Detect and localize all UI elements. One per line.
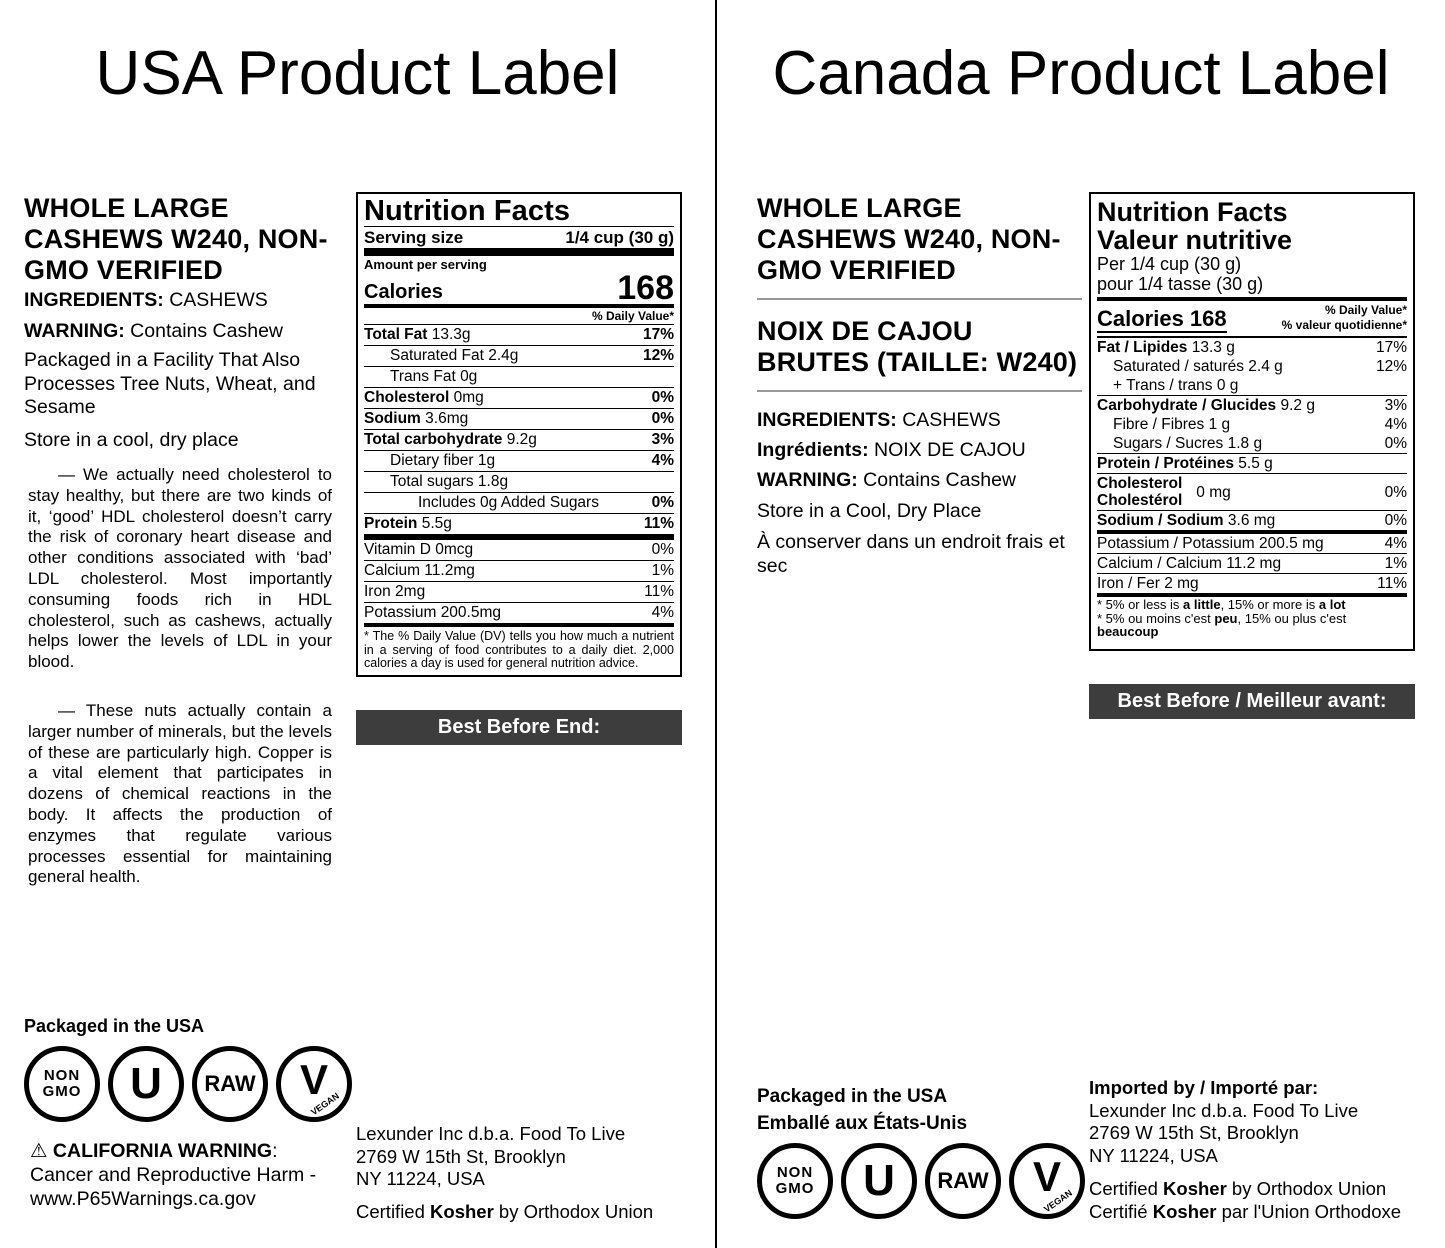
nutrient-row: Cholesterol 0mg 0% [364,389,674,406]
nutrient-row: Fat / Lipides 13.3 g 17% [1097,336,1407,357]
nutrient-row: Dietary fiber 1g 4% [364,450,674,471]
canada-storage-en: Store in a Cool, Dry Place [757,500,982,522]
canada-importer: Imported by / Importé par: Lexunder Inc d.b.a. Food To Live 2769 W 15th St, Brooklyn NY 11224, USA [1089,1077,1359,1166]
nutrient-row: Protein 5.5g 11% [364,515,674,532]
canada-heading: Canada Product Label [772,39,1390,108]
usa-heading: USA Product Label [95,39,620,108]
nutrient-row: Vitamin D 0mcg 0% [364,534,674,560]
canada-product-name-en: WHOLE LARGE CASHEWS W240, NON- GMO VERIFIED [757,193,1061,285]
nutrient-row: Calcium 11.2mg 1% [364,562,674,579]
nutrient-row: Total sugars 1.8g [364,471,674,492]
canada-separator-2 [757,390,1082,392]
calories-block: Amount per serving Calories 168 [364,248,674,304]
canada-calories-row: Calories 168 % Daily Value* % valeur quotidienne* [1097,297,1407,336]
warning-triangle-icon: ⚠ [30,1140,48,1162]
canada-separator-1 [757,298,1082,300]
nutrient-row: Trans Fat 0g [364,366,674,387]
kosher-u-icon: U [108,1046,184,1122]
usa-ingredients: INGREDIENTS: CASHEWS [24,289,268,311]
vegan-icon: V VEGAN [276,1046,352,1122]
usa-warning: WARNING: Contains Cashew [24,320,284,342]
usa-product-name: WHOLE LARGE CASHEWS W240, NON- GMO VERIFIED [24,193,328,285]
usa-packaged-in: Packaged in the USA [24,1016,205,1036]
usa-address: Lexunder Inc d.b.a. Food To Live 2769 W 15th St, Brooklyn NY 11224, USA [356,1123,626,1189]
nutrient-row: Saturated Fat 2.4g 12% [364,345,674,366]
center-divider [715,0,717,1248]
nutrient-row: Carbohydrate / Glucides 9.2 g 3% [1097,397,1407,414]
calories-value: 168 [617,269,674,307]
canada-nutrition-facts-panel: Nutrition Facts Valeur nutritive Per 1/4 cup (30 g) pour 1/4 tasse (30 g) Calories 168 % Daily Value* % valeur quotidienne* Fat / Lipides 13.3 g 17% Saturated / saturés 2.4 g 12% + Trans / trans 0 g Carbohydrate / Glucides 9.2 g 3% Fibre / Fibres 1 g 4% Sugars / Sucres 1.8 g 0% Protein / Protéines 5.5 g Cholesterol Cholestérol 0 mg 0% Sodium / Sodium 3.6 mg 0% Potassium / Potassium 200.5 mg 4% Calcium / Calcium 11.2 mg 1% Iron / Fer 2 mg 11% * 5% or less is a little, 15% or more is a lot * 5% ou moins c'est peu, 15% ou plus c'est beaucoup [1089,192,1415,651]
usa-paragraph-minerals: — These nuts actually contain a larger number of minerals, but the levels of these are particularly high. Copper is a vital element that participates in dozens of chemical reactions in the body. It affects the production of enzymes that regulate various processes essential for maintaining general health. [28,701,332,887]
nutrition-title-fr: Valeur nutritive [1097,225,1293,255]
non-gmo-icon: NON GMO [24,1046,100,1122]
canada-ingredients: INGREDIENTS: CASHEWS [757,409,1001,431]
usa-kosher-cert: Certified Kosher by Orthodox Union [356,1201,654,1222]
canada-kosher-cert: Certified Kosher by Orthodox Union Certifié Kosher par l'Union Orthodoxe [1089,1178,1402,1222]
nutrient-row: Includes 0g Added Sugars 0% [364,492,674,513]
nutrient-row: Sodium 3.6mg 0% [364,410,674,427]
canada-storage-fr: À conserver dans un endroit frais et sec [757,531,1065,577]
serving-size-row: Serving size 1/4 cup (30 g) [364,228,674,247]
usa-best-before-badge: Best Before End: [356,710,682,745]
nutrient-row: Fibre / Fibres 1 g 4% [1113,416,1407,433]
nutrition-title-en: Nutrition Facts [1097,197,1288,227]
canada-warning: WARNING: Contains Cashew [757,469,1017,491]
nutrient-row: Sugars / Sucres 1.8 g 0% [1113,435,1407,452]
dv-header: % Daily Value* [364,304,674,324]
usa-certification-icons [24,1046,352,1122]
nutrient-row: Cholesterol Cholestérol 0 mg 0% [1097,475,1407,509]
canada-certification-icons [757,1143,1085,1219]
usa-paragraph-cholesterol: — We actually need cholesterol to stay healthy, but there are two kinds of it, ‘good’ HDL cholesterol doesn’t carry the risk of coronary heart disease and other conditions associated with ‘bad’ LDL cholesterol. Most importantly consuming foods rich in HDL cholesterol, such as cashews, actually helps lower the levels of LDL in your blood. [28,465,332,672]
nutrient-row: Calcium / Calcium 11.2 mg 1% [1097,555,1407,572]
canada-product-name-fr: NOIX DE CAJOU BRUTES (TAILLE: W240) [757,316,1078,377]
canada-ingredients-fr: Ingrédients: NOIX DE CAJOU [757,439,1026,461]
nutrient-row: Iron / Fer 2 mg 11% [1097,575,1407,592]
nutrient-row: Iron 2mg 11% [364,583,674,600]
nutrition-title: Nutrition Facts [364,195,571,227]
usa-nutrition-facts-panel [356,192,682,677]
nutrient-row: Protein / Protéines 5.5 g [1097,453,1407,473]
raw-icon: RAW [192,1046,268,1122]
usa-facility-note: Packaged in a Facility That Also Processes Tree Nuts, Wheat, and Sesame [24,349,316,418]
california-warning: ⚠ CALIFORNIA WARNING: Cancer and Reproductive Harm - www.P65Warnings.ca.gov [30,1140,317,1210]
nutrient-row: Total Fat 13.3g 17% [364,326,674,343]
vegan-icon: V VEGAN [1009,1143,1085,1219]
canada-best-before-badge: Best Before / Meilleur avant: [1089,684,1415,719]
usa-storage: Store in a cool, dry place [24,429,239,451]
non-gmo-icon: NON GMO [757,1143,833,1219]
canada-packaged-in: Packaged in the USA Emballé aux États-Unis [757,1086,968,1134]
nutrient-row: + Trans / trans 0 g [1113,377,1239,394]
nutrient-row: Saturated / saturés 2.4 g 12% [1113,358,1407,375]
nutrient-row: Sodium / Sodium 3.6 mg 0% [1097,512,1407,529]
nutrient-row: Potassium 200.5mg 4% [364,604,674,621]
raw-icon: RAW [925,1143,1001,1219]
kosher-u-icon: U [841,1143,917,1219]
nutrient-row: Total carbohydrate 9.2g 3% [364,431,674,448]
nutrition-footnote: * The % Daily Value (DV) tells you how much a nutrient in a serving of food contributes to a daily diet. 2,000 calories a day is used for general nutrition advice. [364,623,674,671]
nutrient-row: Potassium / Potassium 200.5 mg 4% [1097,530,1407,553]
canada-nutrition-footnote: * 5% or less is a little, 15% or more is a lot * 5% ou moins c'est peu, 15% ou plus c'est beaucoup [1097,593,1407,639]
